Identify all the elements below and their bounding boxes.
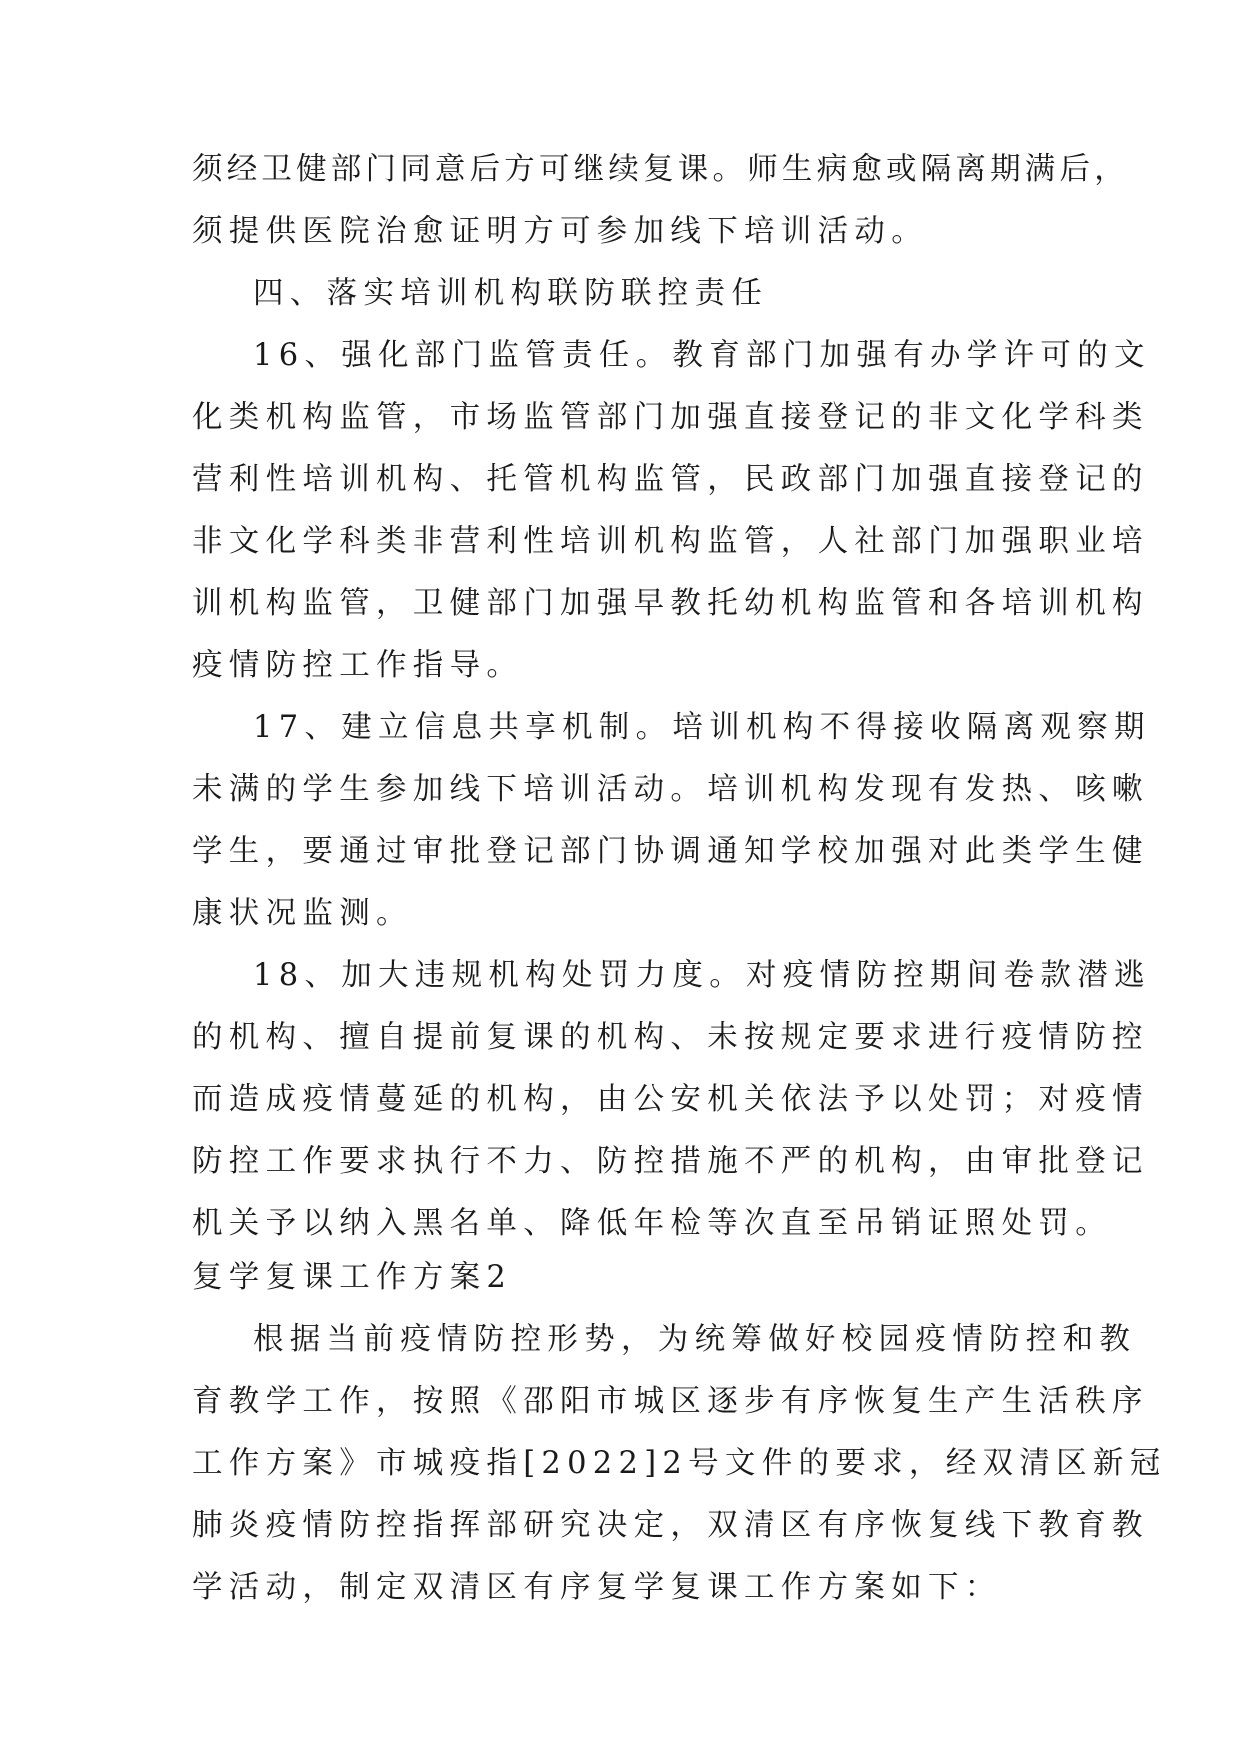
body-text-line: 化类机构监管，市场监管部门加强直接登记的非文化学科类 (192, 400, 1149, 435)
body-text-line: 育教学工作，按照《邵阳市城区逐步有序恢复生产生活秩序 (192, 1384, 1149, 1419)
body-text-line: 营利性培训机构、托管机构监管，民政部门加强直接登记的 (192, 462, 1149, 497)
body-text-line: 疫情防控工作指导。 (192, 648, 524, 683)
body-text-line: 学活动，制定双清区有序复学复课工作方案如下： (192, 1570, 1002, 1605)
paragraph-18-first-line: 18、加大违规机构处罚力度。对疫情防控期间卷款潜逃 (253, 958, 1151, 993)
body-text-line: 学生，要通过审批登记部门协调通知学校加强对此类学生健 (192, 834, 1149, 869)
body-text-line: 工作方案》市城疫指[2022]2号文件的要求，经双清区新冠 (192, 1446, 1167, 1481)
body-text-line: 须经卫健部门同意后方可继续复课。师生病愈或隔离期满后， (192, 152, 1129, 187)
body-text-line: 非文化学科类非营利性培训机构监管，人社部门加强职业培 (192, 524, 1149, 559)
body-text-line: 肺炎疫情防控指挥部研究决定，双清区有序恢复线下教育教 (192, 1508, 1149, 1543)
intro-paragraph-first-line: 根据当前疫情防控形势，为统筹做好校园疫情防控和教 (253, 1322, 1137, 1357)
document-subtitle: 复学复课工作方案2 (192, 1260, 513, 1295)
paragraph-16-first-line: 16、强化部门监管责任。教育部门加强有办学许可的文 (253, 338, 1151, 373)
body-text-line: 防控工作要求执行不力、防控措施不严的机构，由审批登记 (192, 1144, 1149, 1179)
body-text-line: 机关予以纳入黑名单、降低年检等次直至吊销证照处罚。 (192, 1206, 1112, 1241)
body-text-line: 训机构监管，卫健部门加强早教托幼机构监管和各培训机构 (192, 586, 1149, 621)
body-text-line: 康状况监测。 (192, 896, 413, 931)
body-text-line: 的机构、擅自提前复课的机构、未按规定要求进行疫情防控 (192, 1020, 1149, 1055)
body-text-line: 须提供医院治愈证明方可参加线下培训活动。 (192, 214, 928, 249)
body-text-line: 未满的学生参加线下培训活动。培训机构发现有发热、咳嗽 (192, 772, 1149, 807)
body-text-line: 而造成疫情蔓延的机构，由公安机关依法予以处罚；对疫情 (192, 1082, 1149, 1117)
section-heading: 四、落实培训机构联防联控责任 (253, 276, 769, 311)
paragraph-17-first-line: 17、建立信息共享机制。培训机构不得接收隔离观察期 (253, 710, 1151, 745)
